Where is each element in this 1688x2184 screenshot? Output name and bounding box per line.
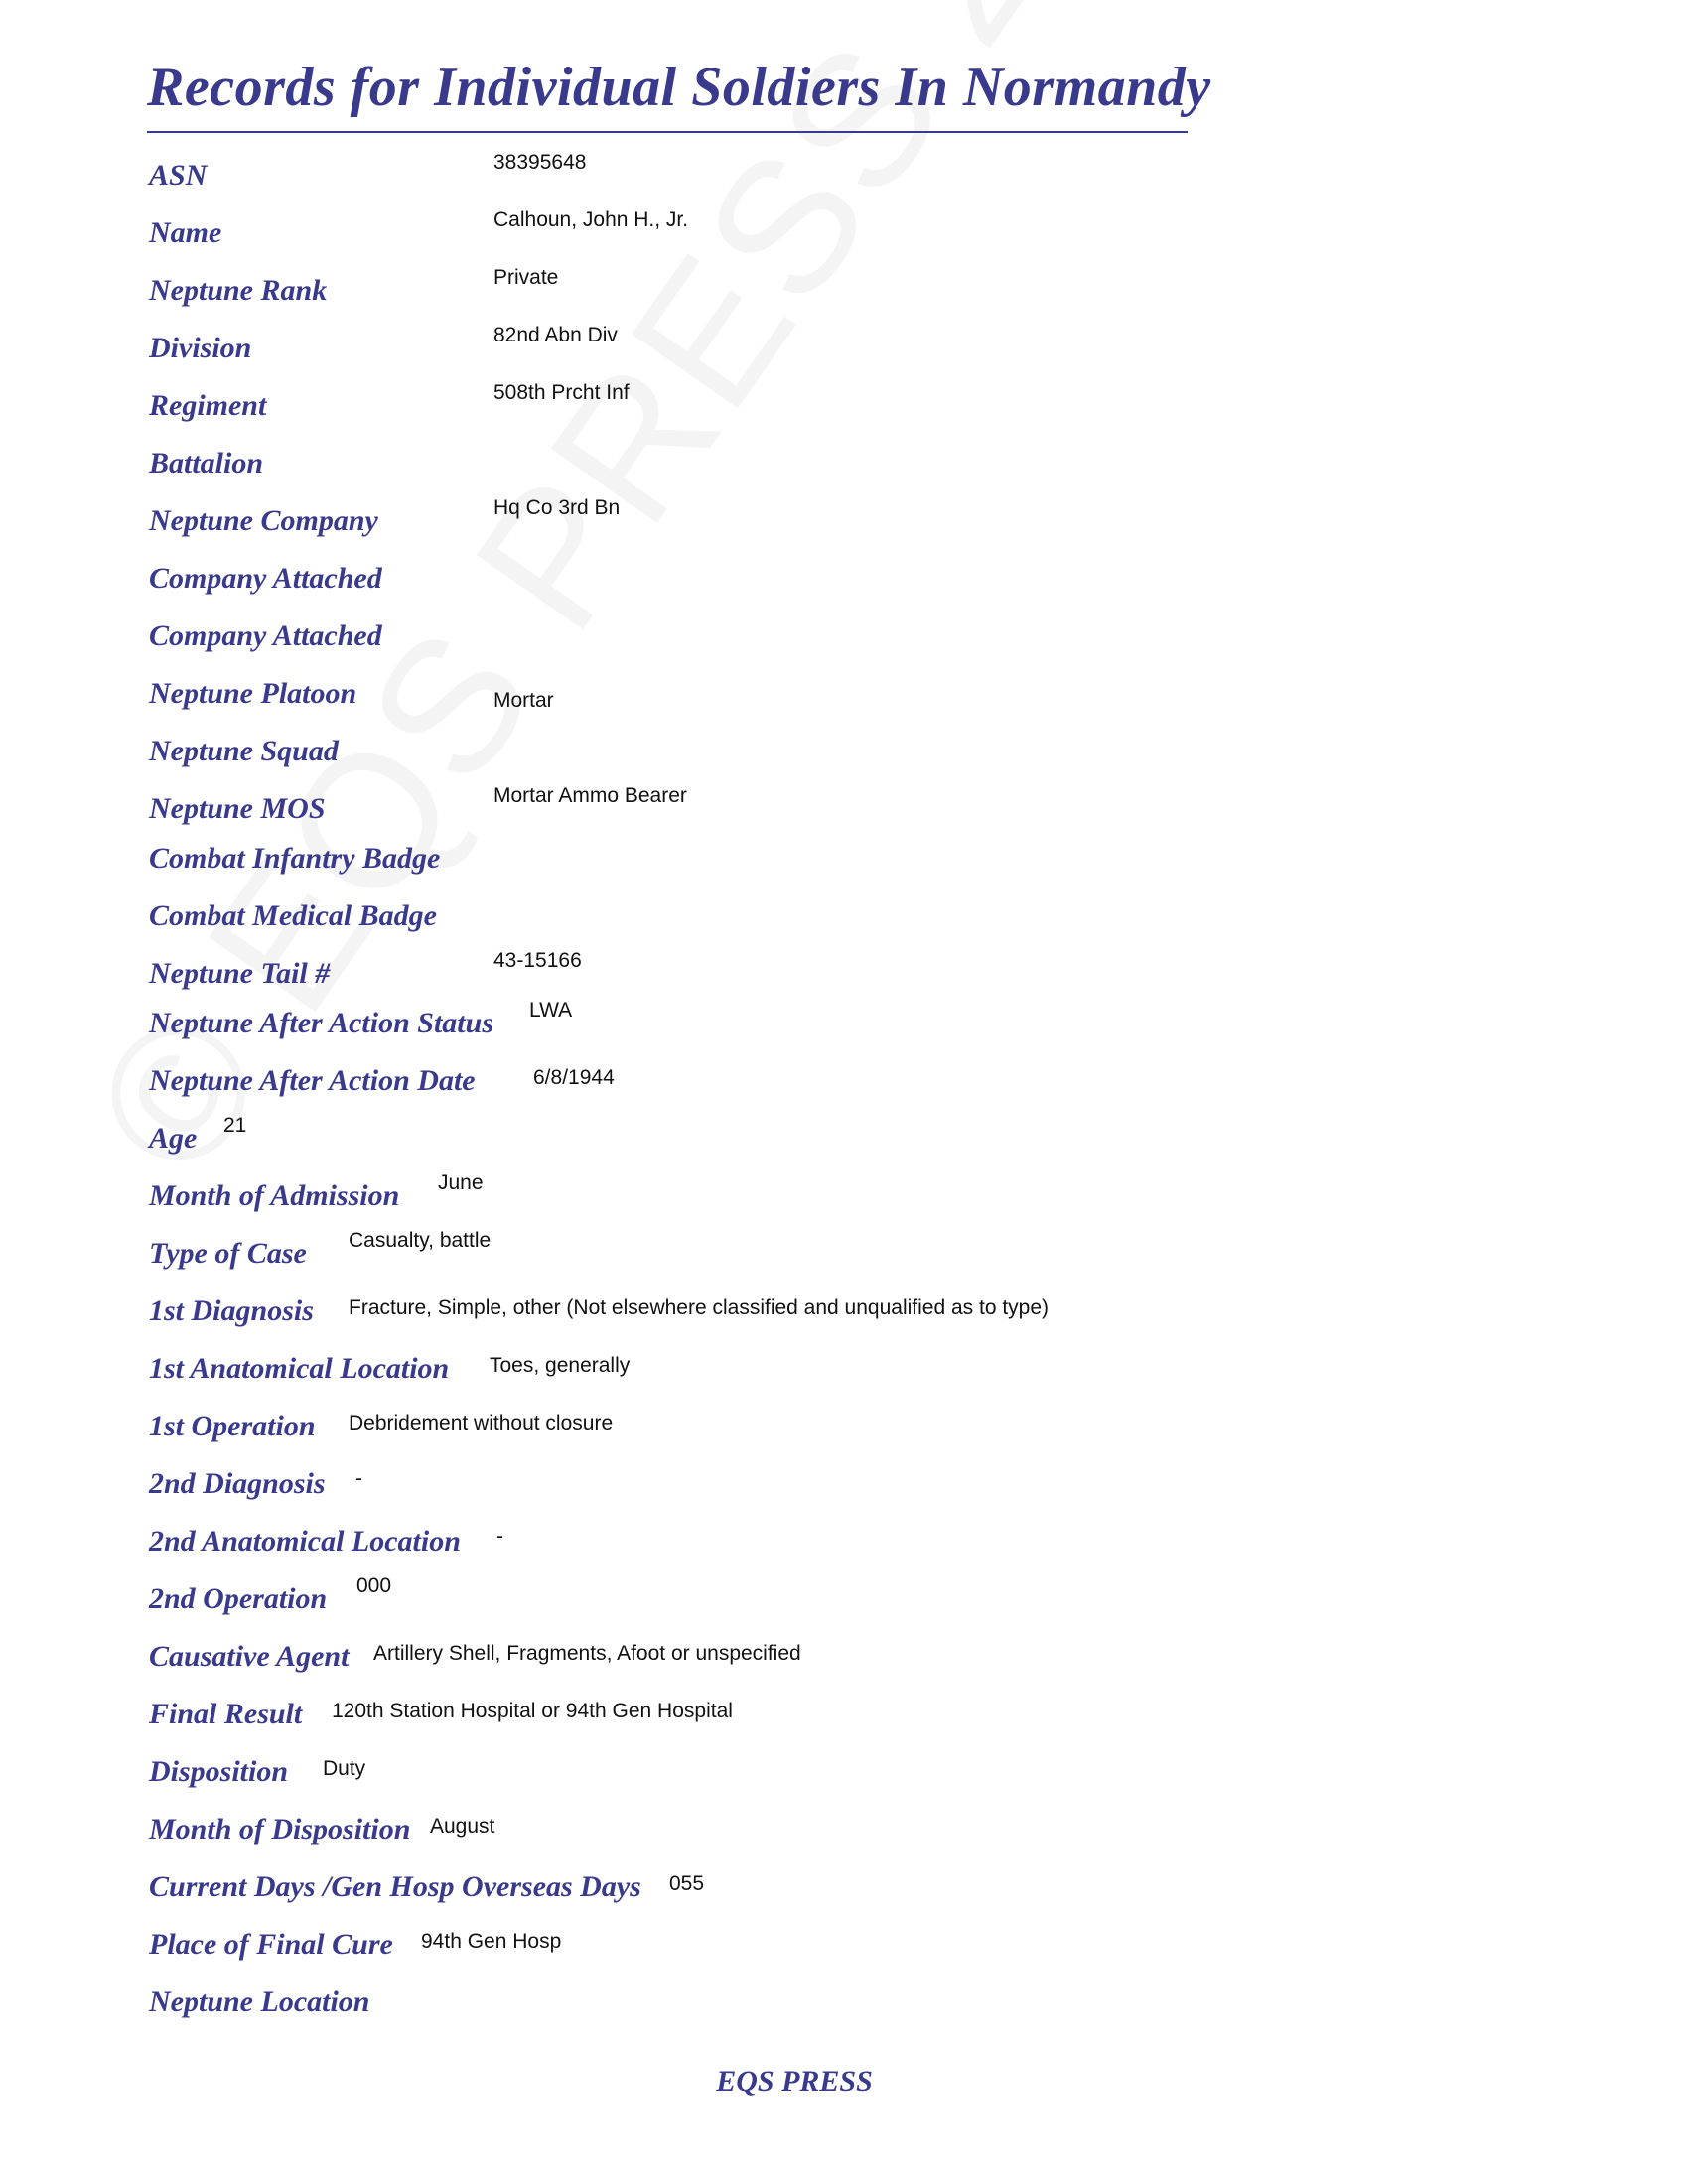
record-row-final-result — [0, 1698, 1688, 1737]
field-value: - — [355, 1467, 362, 1490]
field-label: 1st Anatomical Location — [149, 1352, 450, 1385]
record-row-month-disposition — [0, 1813, 1688, 1852]
record-row-causative-agent — [0, 1640, 1688, 1680]
field-value: 43-15166 — [493, 949, 582, 972]
record-row-current-days — [0, 1870, 1688, 1910]
field-label: Combat Infantry Badge — [149, 842, 441, 875]
field-label: Regiment — [149, 389, 267, 422]
field-label: Neptune Platoon — [149, 677, 357, 710]
field-value: Duty — [323, 1757, 366, 1780]
field-value: 055 — [669, 1872, 705, 1895]
record-row-squad — [0, 735, 1688, 774]
record-row-1st-diagnosis — [0, 1295, 1688, 1334]
field-label: 1st Operation — [149, 1410, 316, 1442]
field-label: Division — [149, 332, 252, 364]
field-value: 120th Station Hospital or 94th Gen Hospital — [332, 1700, 733, 1722]
field-label: 2nd Anatomical Location — [149, 1525, 461, 1558]
field-value: Hq Co 3rd Bn — [493, 496, 621, 519]
field-label: Neptune Tail # — [149, 957, 331, 990]
record-row-cmb — [0, 899, 1688, 939]
record-row-division — [0, 324, 1688, 371]
field-label: Combat Medical Badge — [149, 899, 437, 932]
record-row-rank — [0, 266, 1688, 314]
field-label: Causative Agent — [149, 1640, 350, 1673]
record-row-final-cure — [0, 1928, 1688, 1968]
record-row-aa-status — [0, 999, 1688, 1046]
field-value: 82nd Abn Div — [493, 324, 618, 346]
field-label: Month of Disposition — [149, 1813, 411, 1845]
field-value: 6/8/1944 — [533, 1066, 615, 1089]
field-label: Neptune Location — [149, 1985, 370, 2018]
field-value: August — [430, 1815, 495, 1838]
field-label: Final Result — [149, 1698, 303, 1730]
field-label: Month of Admission — [149, 1179, 400, 1212]
page-title: Records for Individual Soldiers In Normandy — [147, 57, 1211, 118]
record-row-1st-operation — [0, 1410, 1688, 1449]
record-row-platoon — [0, 677, 1688, 717]
field-value: 000 — [356, 1574, 392, 1597]
field-value: Mortar Ammo Bearer — [493, 784, 687, 807]
record-row-cib — [0, 842, 1688, 882]
record-row-name — [0, 208, 1688, 256]
field-label: 2nd Operation — [149, 1582, 328, 1615]
record-row-company — [0, 496, 1688, 544]
title-underline — [147, 131, 1188, 133]
record-row-regiment — [0, 381, 1688, 429]
field-label: Company Attached — [149, 619, 382, 652]
record-row-asn — [0, 151, 1688, 199]
record-row-location — [0, 1985, 1688, 2025]
field-label: ASN — [149, 159, 208, 192]
field-label: Neptune Company — [149, 504, 378, 537]
record-row-battalion — [0, 447, 1688, 486]
footer-publisher: EQS PRESS — [716, 2065, 873, 2098]
field-value: Toes, generally — [490, 1354, 631, 1377]
record-row-2nd-location — [0, 1525, 1688, 1565]
field-value: Fracture, Simple, other (Not elsewhere classified and unqualified as to type) — [349, 1297, 1050, 1319]
field-label: Current Days /Gen Hosp Overseas Days — [149, 1870, 641, 1903]
record-row-aa-date — [0, 1064, 1688, 1104]
field-value: LWA — [529, 999, 573, 1022]
field-label: Neptune Rank — [149, 274, 328, 307]
field-value: 21 — [223, 1114, 247, 1137]
record-row-age — [0, 1114, 1688, 1161]
field-label: Neptune MOS — [149, 792, 326, 825]
field-label: 2nd Diagnosis — [149, 1467, 326, 1500]
field-label: Company Attached — [149, 562, 382, 595]
field-value: Debridement without closure — [349, 1412, 614, 1434]
record-row-company-attached-2 — [0, 619, 1688, 659]
field-value: 508th Prcht Inf — [493, 381, 630, 404]
field-value: - — [496, 1525, 503, 1548]
record-row-2nd-operation — [0, 1574, 1688, 1622]
record-row-1st-location — [0, 1352, 1688, 1392]
record-row-tail — [0, 949, 1688, 997]
record-row-company-attached — [0, 562, 1688, 602]
record-row-2nd-diagnosis — [0, 1467, 1688, 1507]
field-label: Type of Case — [149, 1237, 307, 1270]
field-value: Calhoun, John H., Jr. — [493, 208, 689, 231]
field-label: Age — [149, 1122, 198, 1155]
field-value: Artillery Shell, Fragments, Afoot or unspecified — [373, 1642, 801, 1665]
record-row-mos — [0, 784, 1688, 832]
record-row-month-admission — [0, 1171, 1688, 1219]
field-label: Place of Final Cure — [149, 1928, 393, 1961]
record-row-type-case — [0, 1229, 1688, 1277]
field-value: June — [438, 1171, 484, 1194]
field-label: Disposition — [149, 1755, 289, 1788]
field-label: Neptune After Action Date — [149, 1064, 476, 1097]
field-value: 38395648 — [493, 151, 587, 174]
field-label: 1st Diagnosis — [149, 1295, 314, 1327]
field-label: Neptune Squad — [149, 735, 339, 767]
record-row-disposition — [0, 1755, 1688, 1795]
field-label: Neptune After Action Status — [149, 1007, 493, 1039]
field-value: Mortar — [493, 689, 554, 712]
field-value: 94th Gen Hosp — [421, 1930, 562, 1953]
field-value: Private — [493, 266, 559, 289]
field-value: Casualty, battle — [349, 1229, 492, 1252]
field-label: Name — [149, 216, 222, 249]
field-label: Battalion — [149, 447, 264, 479]
